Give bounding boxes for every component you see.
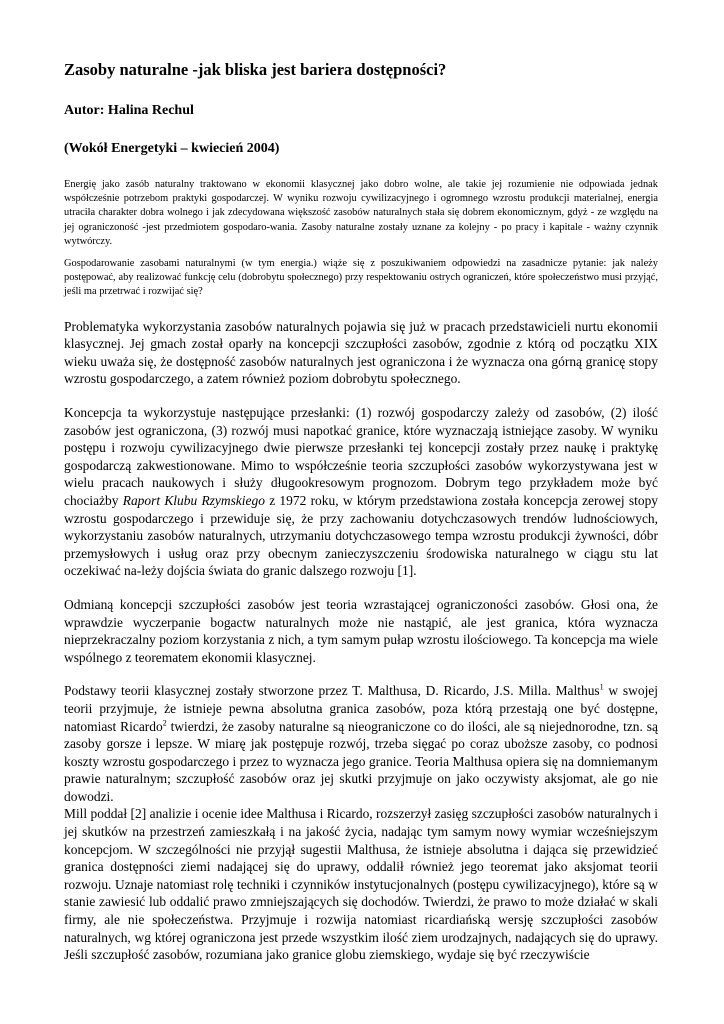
footnote-marker: 1	[599, 682, 604, 692]
source-line: (Wokół Energetyki – kwiecień 2004)	[64, 141, 280, 156]
paragraph-text: w swojej teorii przyjmuje, że istnieje pewna absolutna granica zasobów, poza którą przestają one być dostępne, natomiast Ricardo	[64, 683, 659, 734]
abstract-paragraph: Energię jako zasób naturalny traktowano w ekonomii klasycznej jako dobro wolne, ale takie jej rozumienie nie odpowiada jednak współcześnie potrzebom praktyki gospodarczej. W wyniku rozwoju cywilizacyjnego i ogromnego wzrostu produkcji materialnej, energia utraciła charakter dobra wolnego i jak zdecydowana większość zasobów naturalnych stała się dobrem ekonomicznym, gdyż - ze względu na jej ograniczoność -jest przedmiotem gospodaro-wania. Zasoby naturalne zostały uznane za kolejny - po pracy i kapitale - ważny czynnik wytwórczy.	[64, 179, 658, 247]
paragraph-text: z 1972 roku, w którym przedstawiona została koncepcja zerowej stopy wzrostu gospodarczego i przewiduje się, że przy zachowaniu dotychczasowych trendów ludnościowych, wykorzystaniu zasobów naturalnych, utrzymaniu dotychczasowego tempa wzrostu produkcji żywności, dóbr przemysłowych i usług oraz przy obecnym zanieczyszczeniu środowiska naturalnego w ciągu stu lat oczekiwać na-leży dojścia świata do granic dalszego rozwoju [1].	[64, 492, 659, 579]
report-title: Raport Klubu Rzymskiego	[122, 492, 265, 508]
paragraph-text: Podstawy teorii klasycznej zostały stworzone przez T. Malthusa, D. Ricardo, J.S. Milla. Malthus	[64, 683, 600, 699]
paragraph-text: Koncepcja ta wykorzystuje następujące przesłanki: (1) rozwój gospodarczy zależy od zasobów, (2) ilość zasobów jest ograniczona, (3) rozwój musi napotkać granice, które wyznaczają istniejące zasoby. W wyniku postępu i rozwoju cywilizacyjnego dwie pierwsze przesłanki tej koncepcji zostały przez naukę i praktykę gospodarczą zakwestionowane. Mimo to współcześnie teoria szczupłości zasobów wykorzystywana jest w wielu pracach naukowych i służy długookresowym prognozom. Dobrym tego przykładem może być chociażby	[64, 405, 658, 508]
abstract-paragraph: Gospodarowanie zasobami naturalnymi (w tym energia.) wiąże się z poszukiwaniem odpowiedzi na zasadnicze pytanie: jak należy postępować, aby realizować funkcję celu (dobrobytu społecznego) przy respektowaniu ostrych ograniczeń, które społeczeństwo musi przyjąć, jeśli ma przetrwać i rozwijać się?	[64, 258, 658, 298]
body-paragraph	[64, 404, 658, 580]
paragraph-text: twierdzi, że zasoby naturalne są nieograniczone co do ilości, ale są niejednorodne, tzn. są zasoby gorsze i lepsze. W miarę jak postępuje rozwój, trzeba sięgać po coraz uboższe zasoby, co podnosi koszty wzrostu gospodarczego i przez to wyznacza jego granice. Teoria Malthusa opiera się na domniemanym prawie naturalnym; szczupłość zasobów oraz jej skutki przyjmuje on jako oczywisty aksjomat, ale go nie dowodzi.	[64, 718, 658, 804]
body-paragraph: Odmianą koncepcji szczupłości zasobów jest teoria wzrastającej ograniczoności zasobów. Głosi ona, że wprawdzie wyczerpanie bogactw naturalnych może nie nastąpić, ale jest granica, która wyznacza nieprzekraczalny poziom korzystania z nich, a tym samym pułap wzrostu ilościowego. Ta koncepcja ma wiele wspólnego z teorematem ekonomii klasycznej.	[64, 596, 658, 665]
footnote-marker: 2	[162, 718, 167, 728]
body-paragraph: Problematyka wykorzystania zasobów naturalnych pojawia się już w pracach przedstawicieli nurtu ekonomii klasycznej. Jej gmach został oparły na koncepcji szczupłości zasobów, zgodnie z którą od początku XIX wieku uważa się, że dostępność zasobów naturalnych jest ograniczona i że wyznacza ona górną granicę stopy wzrostu gospodarczego, a zatem również poziom dobrobytu społecznego.	[64, 318, 658, 387]
author-line: Autor: Halina Rechul	[64, 103, 194, 118]
document-title: Zasoby naturalne -jak bliska jest bariera dostępności?	[64, 60, 447, 79]
body-paragraph	[64, 682, 658, 805]
body-paragraph: Mill poddał [2] analizie i ocenie idee Malthusa i Ricardo, rozszerzył zasięg szczupłości zasobów naturalnych i jej skutków na przestrzeń zamieszkałą i na jakość życia, nadając tym samym nowy wymiar wcześniejszym koncepcjom. W szczególności nie przyjął sugestii Malthusa, że istnieje absolutna i dająca się przewidzieć granica dostępności ziemi nadającej się do uprawy, oddalił również jego teoremat jako aksjomat teorii rozwoju. Uznaje natomiast rolę techniki i czynników instytucjonalnych (postępu cywilizacyjnego), które są w stanie zawiesić lub oddalić prawo zmniejszających się dochodów. Twierdzi, że prawo to może działać w skali firmy, ale nie społeczeństwa. Przyjmuje i rozwija natomiast ricardiańską wersję szczupłości zasobów naturalnych, wg której ograniczona jest przede wszystkim ilość ziem urodzajnych, nadających się do uprawy. Jeśli szczupłość zasobów, rozumiana jako granice globu ziemskiego, wydaje się być rzeczywiście	[64, 806, 658, 963]
document-page	[64, 60, 658, 964]
